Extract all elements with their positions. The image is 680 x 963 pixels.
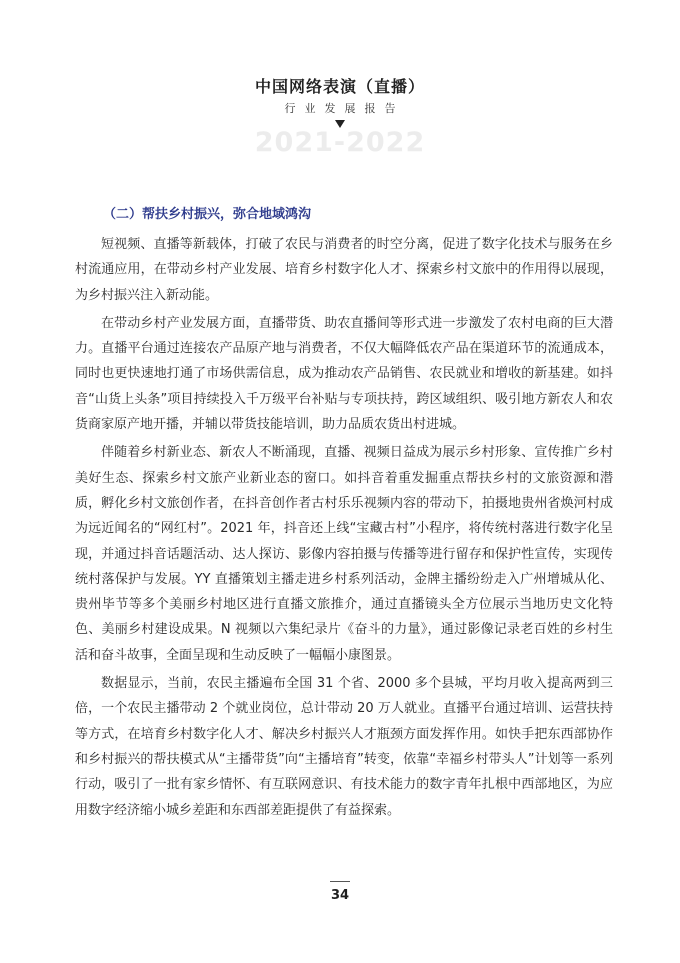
section-heading: （二）帮扶乡村振兴，弥合地域鸿沟 bbox=[103, 207, 312, 222]
body-paragraph: 在带动乡村产业发展方面，直播带货、助农直播间等形式进一步激发了农村电商的巨大潜力。直播平台通过连接农产品原产地与消费者，不仅大幅降低农产品在渠道环节的流通成本，同时也更快速地打通了市场供需信息，成为推动农产品销售、农民就业和增收的新基建。如抖音“山货上头条”项目持续投入千万级平台补贴与专项扶持，跨区域组织、吸引地方新农人和农货商家原产地开播，并辅以带货技能培训，助力品质农货出村进城。 bbox=[75, 315, 613, 433]
page-number: 34 bbox=[330, 888, 350, 903]
year-watermark: 2021-2022 bbox=[254, 127, 426, 158]
report-subtitle: 行业发展报告 bbox=[284, 102, 405, 115]
main-content bbox=[75, 205, 613, 826]
footer-divider bbox=[330, 881, 350, 882]
body-paragraph: 数据显示，当前，农民主播遍布全国 31 个省、2000 多个县城，平均月收入提高两到三倍，一个农民主播带动 2 个就业岗位，总计带动 20 万人就业。直播平台通过培训、运营扶持等方式，在培育乡村数字化人才、解决乡村振兴人才瓶颈方面发挥作用。如快手把东西部协作和乡村振兴的帮扶模式从“主播带货”向“主播培育”转变，依靠“幸福乡村带头人”计划等一系列行动，吸引了一批有家乡情怀、有互联网意识、有技术能力的数字青年扎根中西部地区，为应用数字经济缩小城乡差距和东西部差距提供了有益探索。 bbox=[75, 676, 613, 818]
body-paragraph: 伴随着乡村新业态、新农人不断涌现，直播、视频日益成为展示乡村形象、宣传推广乡村美好生态、探索乡村文旅产业新业态的窗口。如抖音着重发掘重点帮扶乡村的文旅资源和潜质，孵化乡村文旅创作者，在抖音创作者古村乐乐视频内容的带动下，拍摄地贵州省焕河村成为远近闻名的“网红村”。2021 年，抖音还上线“宝藏古村”小程序，将传统村落进行数字化呈现，并通过抖音话题活动、达人探访、影像内容拍摄与传播等进行留存和保护性宣传，实现传统村落保护与发展。YY 直播策划主播走进乡村系列活动，金牌主播纷纷走入广州增城从化、贵州毕节等多个美丽乡村地区进行直播文旅推介，通过直播镜头全方位展示当地历史文化特色、美丽乡村建设成果。N 视频以六集纪录片《奋斗的力量》，通过影像记录老百姓的乡村生活和奋斗故事，全面呈现和生动反映了一幅幅小康图景。 bbox=[75, 445, 613, 663]
page-footer bbox=[0, 881, 680, 904]
report-title: 中国网络表演（直播） bbox=[254, 77, 425, 96]
report-header bbox=[0, 76, 680, 128]
body-paragraph: 短视频、直播等新载体，打破了农民与消费者的时空分离，促进了数字化技术与服务在乡村流通应用，在带动乡村产业发展、培育乡村数字化人才、探索乡村文旅中的作用得以展现，为乡村振兴注入新动能。 bbox=[75, 237, 613, 303]
